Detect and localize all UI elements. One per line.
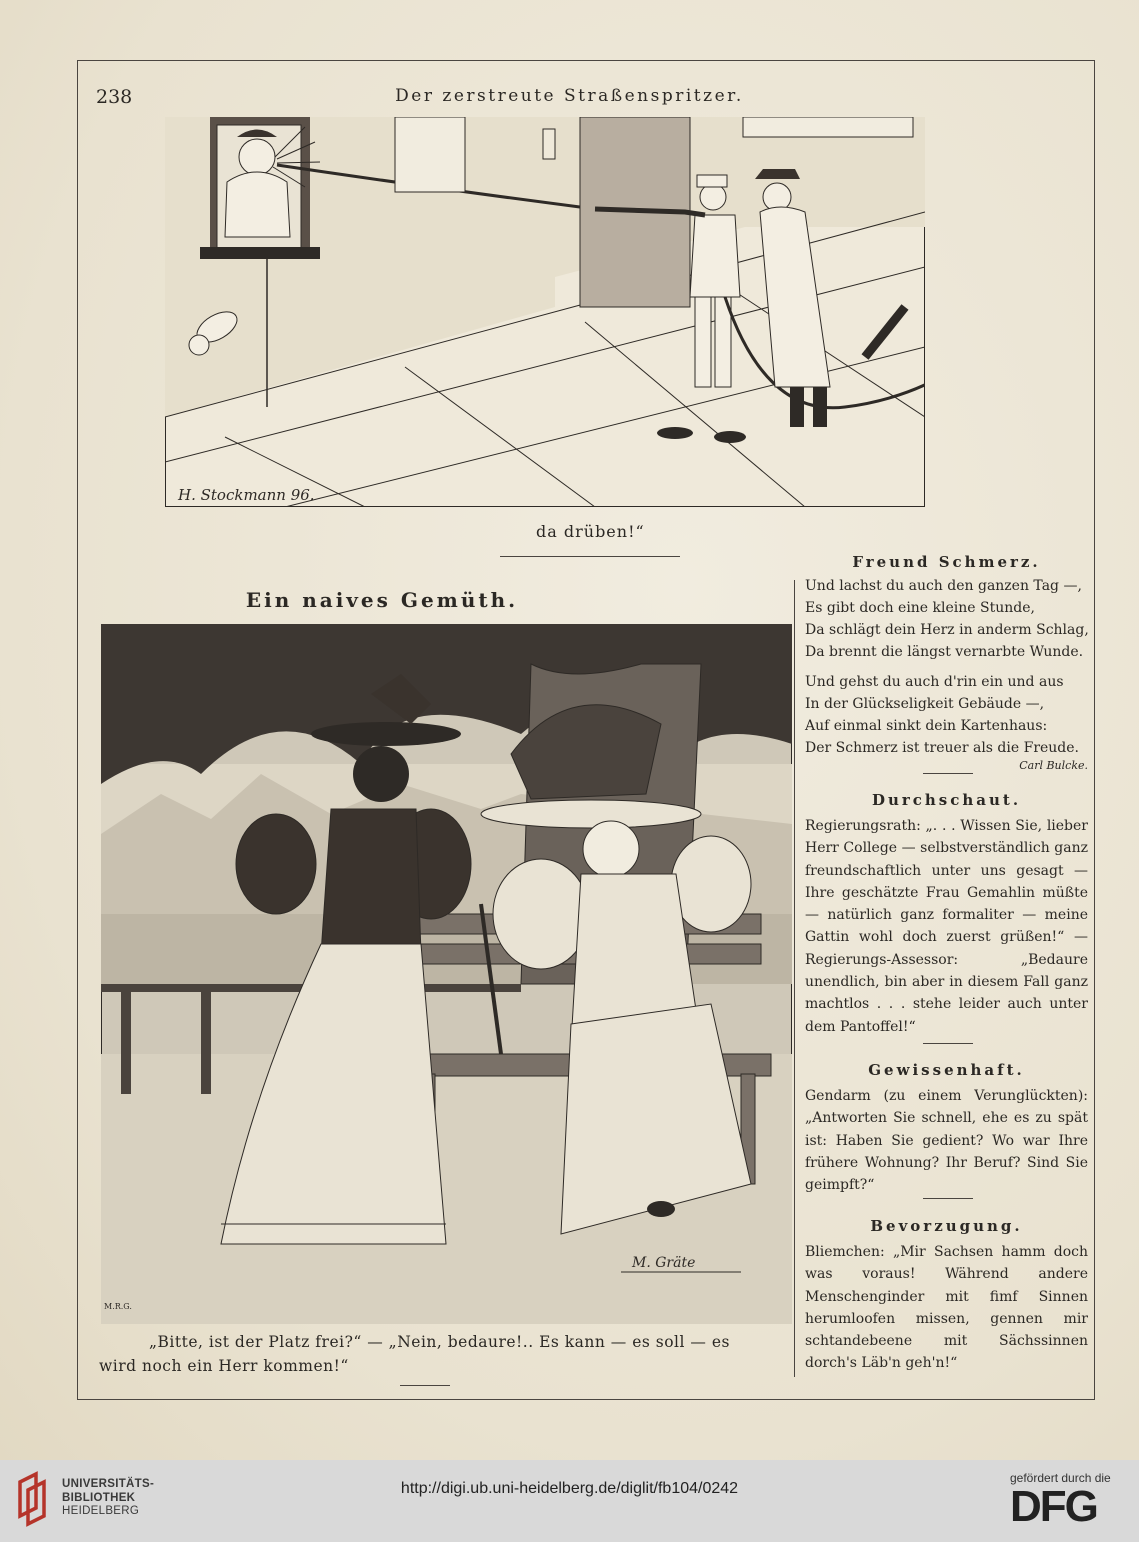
- section-bevorzugung: [805, 1217, 1088, 1375]
- footer-bar: [0, 1460, 1139, 1542]
- section-gewissenhaft: [805, 1061, 1088, 1196]
- bench-scene-illustration: [101, 624, 792, 1324]
- bench-caption-line-1: „Bitte, ist der Platz frei?“ — „Nein, bedaure!.. Es kann — es soll — es: [149, 1333, 730, 1351]
- library-name-line: UNIVERSITÄTS-: [62, 1478, 155, 1490]
- poem-line: Da brennt die längst vernarbte Wunde.: [805, 644, 1084, 660]
- divider: [923, 773, 973, 774]
- library-name-line: HEIDELBERG: [62, 1505, 140, 1517]
- bench-caption-line-2: wird noch ein Herr kommen!“: [99, 1357, 349, 1375]
- permalink-url[interactable]: http://digi.ub.uni-heidelberg.de/diglit/fb104/0242: [400, 1480, 739, 1497]
- section-text: Bliemchen: „Mir Sachsen hamm doch was voraus! Während andere Menschenginder mit fimf Sinnen herumloofen missen, gennen mir schtandebeene mit Sächssinnen dorch's Läb'n geh'n!“: [805, 1244, 1088, 1372]
- top-caption: da drüben!“: [536, 522, 645, 541]
- section-title: Durchschaut.: [871, 791, 1022, 809]
- poem-freund-schmerz: [805, 553, 1088, 772]
- section-durchschaut: [805, 791, 1088, 1038]
- column-separator: [794, 580, 795, 1377]
- divider: [500, 556, 680, 557]
- poem-line: Es gibt doch eine kleine Stunde,: [805, 600, 1035, 616]
- section-text: Regierungsrath: „. . . Wissen Sie, lieber Herr College — selbstverständlich ganz freundschaftlich unter uns gesagt — Ihre geschätzte Frau Gemahlin müßte — natürlich ganz formaliter — meine Gattin wohl doch zuerst grüßen!“ — Regierungs-Assessor: „Bedaure unendlich, bin aber in diesem Fall ganz machtlos . . . stehe leider auch unter dem Pantoffel!“: [805, 818, 1088, 1035]
- section-title: Gewissenhaft.: [868, 1061, 1025, 1079]
- poem-line: Da schlägt dein Herz in anderm Schlag,: [805, 622, 1089, 638]
- article-title: Ein naives Gemüth.: [245, 588, 519, 612]
- divider: [923, 1043, 973, 1044]
- page-number: 238: [96, 86, 133, 108]
- section-title: Bevorzugung.: [870, 1217, 1023, 1235]
- library-name-line: BIBLIOTHEK: [62, 1491, 136, 1504]
- poem-line: Und lachst du auch den ganzen Tag —,: [805, 578, 1082, 594]
- poem-line: Und gehst du auch d'rin ein und aus: [805, 674, 1064, 690]
- poem-line: In der Glückseligkeit Gebäude —,: [805, 696, 1045, 712]
- section-text: Gendarm (zu einem Verunglückten): „Antworten Sie schnell, ehe es zu spät ist: Haben Sie gedient? Wo war Ihre frühere Wohnung? Ihr Beruf? Sind Sie geimpft?“: [805, 1088, 1088, 1194]
- bench-monogram: M.R.G.: [104, 1302, 132, 1311]
- divider: [400, 1385, 450, 1386]
- bench-signature: M. Gräte: [632, 1255, 696, 1271]
- running-head: Der zerstreute Straßenspritzer.: [395, 86, 744, 106]
- poem-line: Der Schmerz ist treuer als die Freude.: [805, 740, 1080, 756]
- street-sprinkler-illustration: [165, 117, 925, 507]
- funding-label: gefördert durch die: [1010, 1471, 1111, 1485]
- divider: [923, 1198, 973, 1199]
- poem-author: Carl Bulcke.: [1019, 759, 1088, 772]
- poem-line: Auf einmal sinkt dein Kartenhaus:: [805, 718, 1048, 734]
- top-signature: H. Stockmann 96.: [178, 486, 315, 504]
- dfg-logo[interactable]: DFG: [1010, 1482, 1097, 1531]
- poem-title: Freund Schmerz.: [852, 553, 1041, 571]
- bench-caption: [99, 1330, 789, 1378]
